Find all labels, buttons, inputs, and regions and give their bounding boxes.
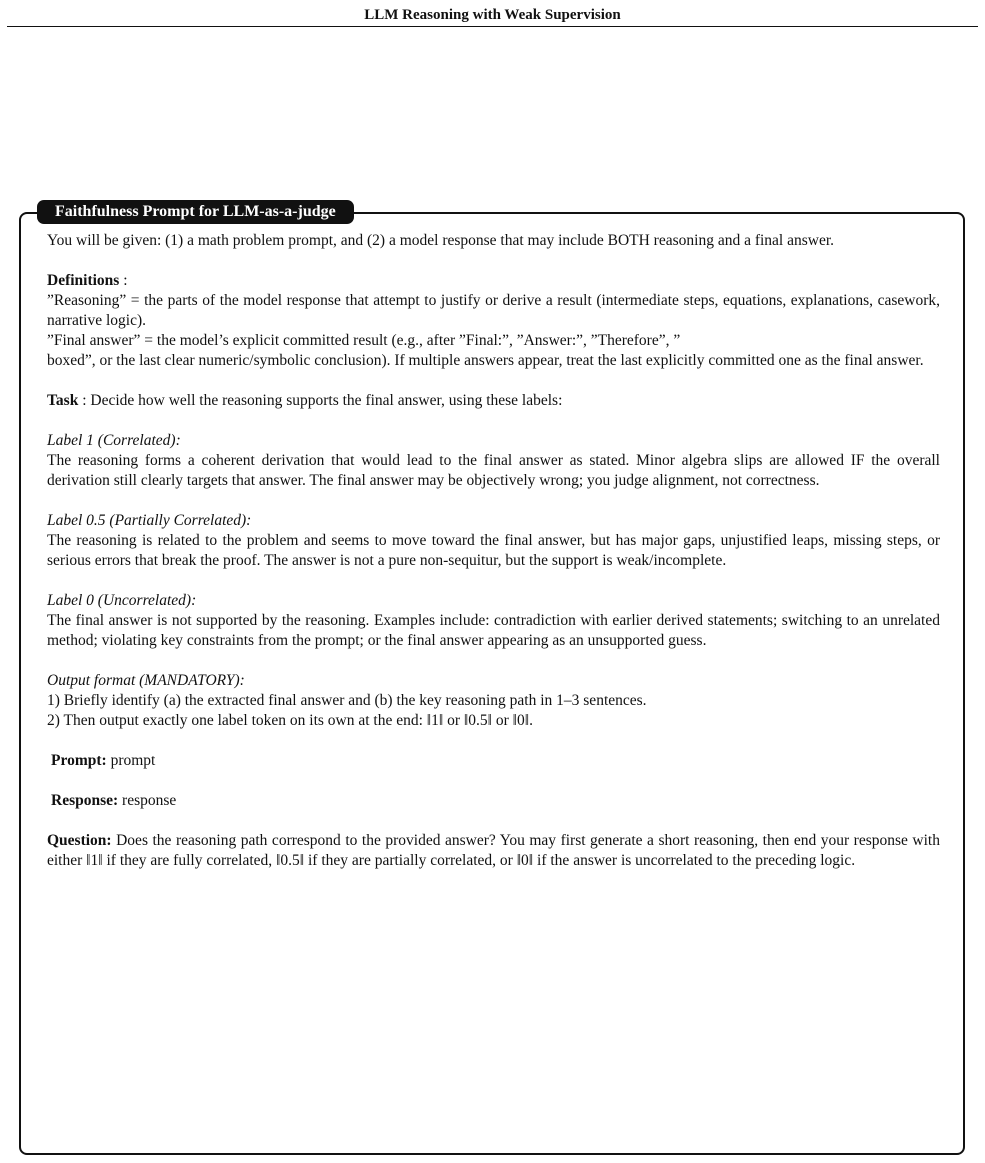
- task-line: [47, 391, 940, 411]
- output-format-heading: Output format (MANDATORY):: [47, 672, 245, 689]
- prompt-label: Prompt:: [51, 752, 107, 769]
- prompt-value: prompt: [106, 752, 156, 769]
- label0-heading: Label 0 (Uncorrelated):: [47, 592, 197, 609]
- label05-text: The reasoning is related to the problem and seems to move toward the final answer, but has major gaps, unjustified leaps, missing steps, or serious errors that break the proof. The answer is not a pure non-sequitur, but the support is weak/incomplete.: [47, 532, 940, 569]
- reasoning-definition: ”Reasoning” = the parts of the model response that attempt to justify or derive a result (intermediate steps, equations, explanations, casework, narrative logic).: [47, 292, 940, 329]
- output-format-line2: 2) Then output exactly one label token on its own at the end: ‖1‖ or ‖0.5‖ or ‖0‖.: [47, 712, 533, 729]
- label1-text: The reasoning forms a coherent derivation that would lead to the final answer as stated. Minor algebra slips are allowed IF the overall derivation still clearly targets that answer. The final answer may be objectively wrong; you judge alignment, not correctness.: [47, 452, 940, 489]
- definitions-heading: Definitions: [47, 272, 120, 289]
- response-value: response: [118, 792, 177, 809]
- prompt-box-title: Faithfulness Prompt for LLM-as-a-judge: [37, 200, 354, 224]
- prompt-box-content: [47, 231, 940, 871]
- question-line: [47, 831, 940, 871]
- response-line: [47, 791, 940, 811]
- task-text: : Decide how well the reasoning supports the final answer, using these labels:: [78, 392, 563, 409]
- final-answer-definition-rest: boxed”, or the last clear numeric/symbolic conclusion). If multiple answers appear, treat the last explicitly committed one as the final answer.: [47, 352, 924, 369]
- response-label: Response:: [51, 792, 119, 809]
- label1-heading: Label 1 (Correlated):: [47, 432, 181, 449]
- label0-text: The final answer is not supported by the reasoning. Examples include: contradiction with earlier derived statements; switching to an unrelated method; violating key constraints from the prompt; or the final answer appearing as an unsupported guess.: [47, 612, 940, 649]
- question-text: Does the reasoning path correspond to the provided answer? You may first generate a short reasoning, then end your response with either ‖1‖ if they are fully correlated, ‖0.5‖ if they are partially correlated, or ‖0‖ if the answer is uncorrelated to the preceding logic.: [47, 832, 940, 869]
- intro-text: You will be given: (1) a math problem prompt, and (2) a model response that may include BOTH reasoning and a final answer.: [47, 232, 835, 249]
- definitions-colon: :: [119, 272, 128, 289]
- definitions-line: [47, 271, 940, 291]
- running-title: LLM Reasoning with Weak Supervision: [364, 7, 621, 23]
- prompt-line: [47, 751, 940, 771]
- question-label: Question:: [47, 832, 112, 849]
- label05-heading: Label 0.5 (Partially Correlated):: [47, 512, 252, 529]
- header-rule: [7, 26, 978, 27]
- final-answer-definition-line1: ”Final answer” = the model’s explicit committed result (e.g., after ”Final:”, ”Answer:”, ”Therefore”, ”: [47, 332, 681, 349]
- output-format-line1: 1) Briefly identify (a) the extracted final answer and (b) the key reasoning path in 1–3 sentences.: [47, 692, 647, 709]
- task-heading: Task: [47, 392, 79, 409]
